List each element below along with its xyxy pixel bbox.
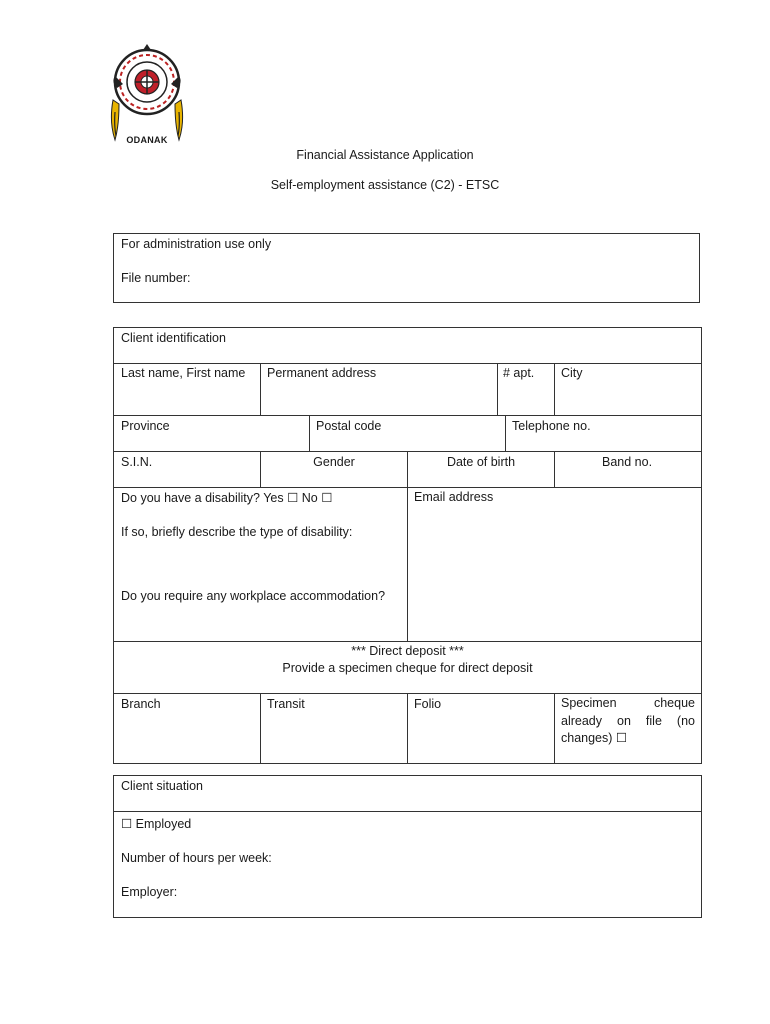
disability-description-field[interactable] bbox=[114, 543, 406, 583]
admin-heading: For administration use only bbox=[121, 237, 272, 251]
file-number-field[interactable] bbox=[200, 268, 690, 290]
band-number-label: Band no. bbox=[602, 455, 653, 469]
specimen-cheque-checkbox[interactable] bbox=[614, 731, 628, 745]
logo-org-name: ODANAK bbox=[126, 135, 168, 145]
email-field[interactable] bbox=[408, 508, 701, 640]
specimen-line-2: already on file (no bbox=[561, 713, 695, 728]
city-field[interactable] bbox=[555, 384, 701, 414]
telephone-field[interactable] bbox=[600, 416, 701, 450]
folio-label: Folio bbox=[414, 697, 442, 711]
postal-code-label: Postal code bbox=[316, 419, 382, 433]
hours-per-week-label: Number of hours per week: bbox=[121, 851, 272, 865]
accommodation-question: Do you require any workplace accommodation? bbox=[121, 589, 386, 603]
direct-deposit-heading: *** Direct deposit *** bbox=[351, 644, 464, 658]
client-situation-heading: Client situation bbox=[121, 779, 203, 793]
disability-question: Do you have a disability? Yes ☐ No ☐ bbox=[121, 491, 333, 505]
address-field[interactable] bbox=[261, 384, 496, 414]
province-label: Province bbox=[121, 419, 170, 433]
branch-label: Branch bbox=[121, 697, 161, 711]
transit-label: Transit bbox=[267, 697, 305, 711]
disability-yes-checkbox[interactable] bbox=[285, 489, 299, 503]
name-label: Last name, First name bbox=[121, 366, 246, 380]
disability-describe-label: If so, briefly describe the type of disability: bbox=[121, 525, 353, 539]
client-identification-heading: Client identification bbox=[121, 331, 226, 345]
accommodation-field[interactable] bbox=[114, 607, 406, 640]
name-field[interactable] bbox=[114, 384, 259, 414]
sin-label: S.I.N. bbox=[121, 455, 153, 469]
address-label: Permanent address bbox=[267, 366, 377, 380]
branch-field[interactable] bbox=[114, 714, 259, 763]
telephone-label: Telephone no. bbox=[512, 419, 591, 433]
province-field[interactable] bbox=[180, 416, 308, 450]
apt-field[interactable] bbox=[498, 384, 553, 414]
page-title: Financial Assistance Application bbox=[296, 148, 474, 162]
employer-label: Employer: bbox=[121, 885, 178, 899]
date-of-birth-label: Date of birth bbox=[446, 455, 516, 469]
postal-code-field[interactable] bbox=[390, 416, 504, 450]
employer-field[interactable] bbox=[182, 882, 690, 902]
page-subtitle: Self-employment assistance (C2) - ETSC bbox=[270, 178, 500, 192]
employed-checkbox-label: ☐ Employed bbox=[121, 817, 192, 831]
gender-label: Gender bbox=[313, 455, 355, 469]
apt-label: # apt. bbox=[503, 366, 535, 380]
disability-no-checkbox[interactable] bbox=[321, 489, 335, 503]
hours-per-week-field[interactable] bbox=[280, 848, 690, 868]
folio-field[interactable] bbox=[408, 714, 553, 763]
employed-checkbox[interactable] bbox=[120, 815, 134, 829]
transit-field[interactable] bbox=[261, 714, 406, 763]
direct-deposit-note: Provide a specimen cheque for direct deposit bbox=[282, 661, 533, 675]
specimen-line-3: changes) ☐ bbox=[561, 731, 628, 745]
email-label: Email address bbox=[414, 490, 494, 504]
city-label: City bbox=[561, 366, 583, 380]
file-number-label: File number: bbox=[121, 271, 191, 285]
specimen-line-1: Specimen cheque bbox=[561, 696, 695, 710]
specimen-cheque-note bbox=[561, 695, 695, 748]
odanak-logo bbox=[105, 42, 189, 148]
